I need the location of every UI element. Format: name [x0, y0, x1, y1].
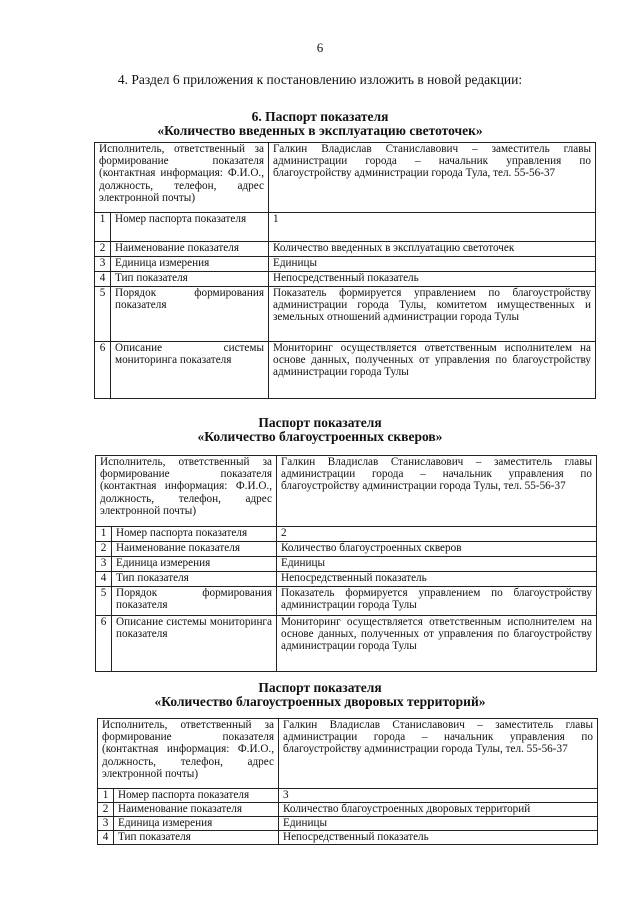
table-row	[95, 287, 596, 342]
row-number: 1	[95, 213, 111, 242]
row-label: Единица измерения	[111, 257, 269, 272]
intro-paragraph: 4. Раздел 6 приложения к постановлению изложить в новой редакции:	[117, 72, 523, 87]
row-label: Номер паспорта показателя	[114, 789, 279, 803]
row-value: Непосредственный показатель	[277, 572, 597, 587]
row-number: 2	[96, 542, 112, 557]
section-3-title-line1: Паспорт показателя	[258, 680, 382, 695]
row-number: 2	[95, 242, 111, 257]
table-row	[98, 831, 598, 845]
executor-value: Галкин Владислав Станиславович – заместитель главы администрации города – начальник управления по благоустройству администрации города Тулы, тел. 55-56-37	[277, 456, 597, 527]
row-number: 4	[95, 272, 111, 287]
section-3-title	[0, 681, 640, 709]
row-number: 2	[98, 803, 114, 817]
row-value: Мониторинг осуществляется ответственным исполнителем на основе данных, полученных от управления по благоустройству администрации города Тулы	[277, 616, 597, 672]
row-value: Количество благоустроенных скверов	[277, 542, 597, 557]
row-number: 3	[95, 257, 111, 272]
table-row	[95, 213, 596, 242]
row-number: 5	[96, 587, 112, 616]
table-row	[96, 616, 597, 672]
section-3-title-line2: «Количество благоустроенных дворовых территорий»	[154, 694, 486, 709]
executor-label: Исполнитель, ответственный за формирование показателя (контактная информация: Ф.И.О., должность, телефон, адрес электронной почты)	[95, 143, 269, 213]
row-label: Тип показателя	[111, 272, 269, 287]
passport-table-1	[94, 142, 596, 399]
row-value: Единицы	[279, 817, 598, 831]
row-label: Порядок формирования показателя	[112, 587, 277, 616]
row-value: Непосредственный показатель	[279, 831, 598, 845]
row-label: Описание системы мониторинга показателя	[112, 616, 277, 672]
section-2-title-line2: «Количество благоустроенных скверов»	[197, 429, 443, 444]
executor-value: Галкин Владислав Станиславович – заместитель главы администрации города – начальник управления по благоустройству администрации города Тулы, тел. 55-56-37	[279, 719, 598, 789]
row-label: Тип показателя	[112, 572, 277, 587]
row-label: Единица измерения	[114, 817, 279, 831]
row-number: 6	[95, 342, 111, 399]
table-row	[95, 342, 596, 399]
table-row	[95, 242, 596, 257]
row-label: Наименование показателя	[112, 542, 277, 557]
executor-label: Исполнитель, ответственный за формирование показателя (контактная информация: Ф.И.О., должность, телефон, адрес электронной почты)	[96, 456, 277, 527]
row-value: Единицы	[269, 257, 596, 272]
row-number: 5	[95, 287, 111, 342]
row-number: 3	[96, 557, 112, 572]
section-1-title	[0, 110, 640, 138]
table-row	[98, 817, 598, 831]
table-row	[96, 527, 597, 542]
section-2-title-line1: Паспорт показателя	[258, 415, 382, 430]
row-label: Описание системы мониторинга показателя	[111, 342, 269, 399]
table-row	[96, 456, 597, 527]
table-row	[98, 803, 598, 817]
row-value: Непосредственный показатель	[269, 272, 596, 287]
row-value: 1	[269, 213, 596, 242]
executor-value: Галкин Владислав Станиславович – заместитель главы администрации города – начальник управления по благоустройству администрации города Тула, тел. 55-56-37	[269, 143, 596, 213]
row-label: Тип показателя	[114, 831, 279, 845]
row-number: 4	[98, 831, 114, 845]
table-row	[96, 542, 597, 557]
table-row	[95, 143, 596, 213]
row-number: 1	[98, 789, 114, 803]
row-label: Наименование показателя	[111, 242, 269, 257]
row-label: Наименование показателя	[114, 803, 279, 817]
executor-label: Исполнитель, ответственный за формирование показателя (контактная информация: Ф.И.О., должность, телефон, адрес электронной почты)	[98, 719, 279, 789]
row-label: Номер паспорта показателя	[112, 527, 277, 542]
row-value: Количество введенных в эксплуатацию светоточек	[269, 242, 596, 257]
table-row	[96, 557, 597, 572]
section-2-title	[0, 416, 640, 444]
row-value: Единицы	[277, 557, 597, 572]
row-label: Единица измерения	[112, 557, 277, 572]
section-1-title-line2: «Количество введенных в эксплуатацию светоточек»	[157, 123, 483, 138]
row-value: Количество благоустроенных дворовых территорий	[279, 803, 598, 817]
passport-table-2	[95, 455, 597, 672]
row-value: Показатель формируется управлением по благоустройству администрации города Тулы, комитетом имущественных и земельных отношений администрации города Тулы	[269, 287, 596, 342]
table-row	[98, 719, 598, 789]
table-row	[96, 587, 597, 616]
row-number: 4	[96, 572, 112, 587]
row-value: Показатель формируется управлением по благоустройству администрации города Тулы	[277, 587, 597, 616]
table-row	[96, 572, 597, 587]
row-number: 6	[96, 616, 112, 672]
row-number: 1	[96, 527, 112, 542]
row-value: Мониторинг осуществляется ответственным исполнителем на основе данных, полученных от управления по благоустройству администрации города Тулы	[269, 342, 596, 399]
row-value: 2	[277, 527, 597, 542]
row-value: 3	[279, 789, 598, 803]
table-row	[98, 789, 598, 803]
page-number: 6	[316, 40, 324, 55]
passport-table-3	[97, 718, 598, 845]
section-1-title-line1: 6. Паспорт показателя	[251, 109, 389, 124]
row-label: Порядок формирования показателя	[111, 287, 269, 342]
table-row	[95, 257, 596, 272]
row-number: 3	[98, 817, 114, 831]
table-row	[95, 272, 596, 287]
row-label: Номер паспорта показателя	[111, 213, 269, 242]
